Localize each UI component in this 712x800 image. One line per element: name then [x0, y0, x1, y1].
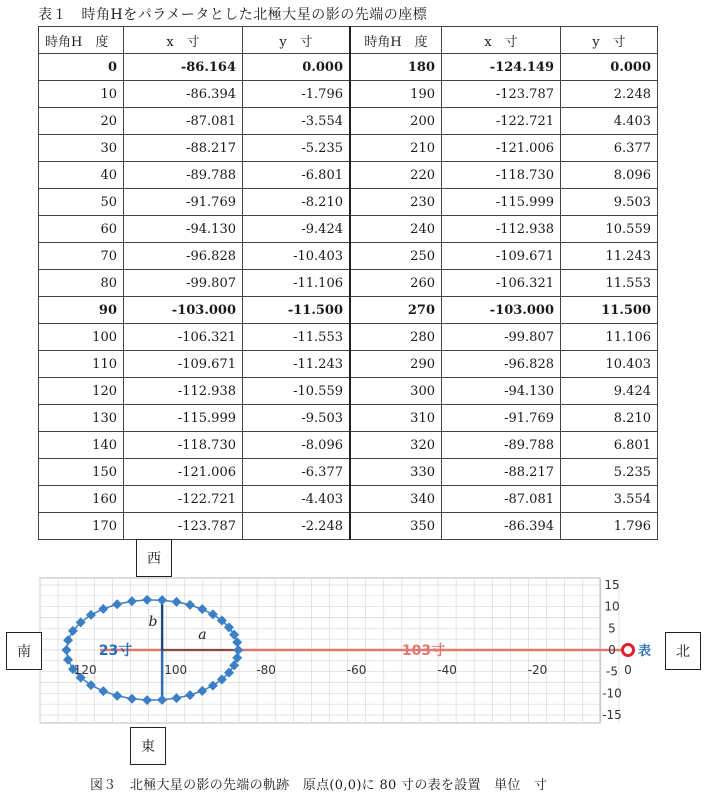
- col-header: y 寸: [243, 27, 351, 54]
- table-cell: 20: [39, 108, 124, 135]
- table-cell: -11.243: [243, 351, 351, 378]
- y-tick-label: 0: [608, 643, 616, 657]
- table-row: [39, 108, 658, 135]
- table-cell: -123.787: [442, 81, 561, 108]
- table-row: [39, 297, 658, 324]
- table-cell: 260: [350, 270, 442, 297]
- table-cell: -112.938: [442, 216, 561, 243]
- table-cell: -2.248: [243, 513, 351, 540]
- table-cell: -10.403: [243, 243, 351, 270]
- table-cell: -91.769: [442, 405, 561, 432]
- table-cell: -106.321: [124, 324, 243, 351]
- table-row: [39, 135, 658, 162]
- table-cell: 9.424: [561, 378, 658, 405]
- table-cell: 280: [350, 324, 442, 351]
- table-row: [39, 54, 658, 81]
- coordinate-table: [38, 26, 658, 540]
- table-cell: -103.000: [124, 297, 243, 324]
- label-east: 東: [130, 727, 166, 765]
- table-cell: 30: [39, 135, 124, 162]
- gnomon-marker: [623, 645, 634, 656]
- table-cell: -115.999: [442, 189, 561, 216]
- table-cell: 90: [39, 297, 124, 324]
- table-cell: -11.553: [243, 324, 351, 351]
- table-cell: 100: [39, 324, 124, 351]
- x-tick-label: -40: [437, 663, 457, 677]
- table-cell: -118.730: [124, 432, 243, 459]
- table-cell: 2.248: [561, 81, 658, 108]
- table-cell: -89.788: [442, 432, 561, 459]
- table-cell: 8.210: [561, 405, 658, 432]
- table-cell: 10.559: [561, 216, 658, 243]
- table-cell: -4.403: [243, 486, 351, 513]
- table-cell: 230: [350, 189, 442, 216]
- table-cell: 5.235: [561, 459, 658, 486]
- y-tick-label: 15: [604, 578, 620, 592]
- label-23-sun: 23寸: [98, 643, 133, 659]
- table-cell: -1.796: [243, 81, 351, 108]
- table-cell: -11.500: [243, 297, 351, 324]
- table-row: [39, 378, 658, 405]
- table-cell: 40: [39, 162, 124, 189]
- table-cell: 70: [39, 243, 124, 270]
- table-cell: 200: [350, 108, 442, 135]
- table-cell: 9.503: [561, 189, 658, 216]
- table-cell: 0.000: [243, 54, 351, 81]
- table-cell: -9.424: [243, 216, 351, 243]
- table-cell: 11.500: [561, 297, 658, 324]
- table-cell: 3.554: [561, 486, 658, 513]
- table-cell: 60: [39, 216, 124, 243]
- table-row: [39, 270, 658, 297]
- table-cell: 11.106: [561, 324, 658, 351]
- table-cell: -121.006: [124, 459, 243, 486]
- table-cell: -112.938: [124, 378, 243, 405]
- y-tick-label: -5: [606, 664, 618, 679]
- table-cell: 320: [350, 432, 442, 459]
- x-tick-label: 0: [624, 663, 632, 677]
- table-cell: 350: [350, 513, 442, 540]
- table-cell: -115.999: [124, 405, 243, 432]
- label-103-sun: 103寸: [401, 643, 446, 659]
- table-cell: -91.769: [124, 189, 243, 216]
- table-cell: 50: [39, 189, 124, 216]
- table-cell: -109.671: [442, 243, 561, 270]
- x-tick-label: -60: [346, 663, 367, 677]
- x-tick-label: -20: [527, 663, 548, 677]
- table-cell: -86.394: [124, 81, 243, 108]
- table-cell: 110: [39, 351, 124, 378]
- table-cell: 8.096: [561, 162, 658, 189]
- table-cell: -123.787: [124, 513, 243, 540]
- figure-caption: 図３ 北極大星の影の先端の軌跡 原点(0,0)に 80 寸の表を設置 単位 寸: [90, 778, 548, 793]
- label-north: 北: [665, 632, 701, 670]
- table-row: [39, 216, 658, 243]
- x-tick-label: 120: [73, 663, 97, 677]
- table-row: [39, 432, 658, 459]
- table-cell: -118.730: [442, 162, 561, 189]
- table-row: [39, 162, 658, 189]
- table-header-row: [39, 27, 658, 54]
- table-cell: -122.721: [124, 486, 243, 513]
- table-row: [39, 513, 658, 540]
- col-header: x 寸: [124, 27, 243, 54]
- table-cell: 190: [350, 81, 442, 108]
- table-cell: -106.321: [442, 270, 561, 297]
- shadow-trajectory-figure: [0, 545, 712, 775]
- table-cell: -9.503: [243, 405, 351, 432]
- label-a: a: [198, 627, 207, 644]
- col-header: x 寸: [442, 27, 561, 54]
- table-cell: -86.394: [442, 513, 561, 540]
- table-cell: 10.403: [561, 351, 658, 378]
- table-cell: -99.807: [124, 270, 243, 297]
- table-cell: -99.807: [442, 324, 561, 351]
- table-cell: 180: [350, 54, 442, 81]
- label-south: 南: [6, 632, 42, 670]
- table-cell: -11.106: [243, 270, 351, 297]
- table-cell: 10: [39, 81, 124, 108]
- table-cell: 0.000: [561, 54, 658, 81]
- table-row: [39, 189, 658, 216]
- y-tick-label: -10: [602, 686, 622, 701]
- y-tick-label: 10: [604, 599, 620, 614]
- label-gnomon: 表: [638, 644, 652, 659]
- table-cell: 290: [350, 351, 442, 378]
- table-cell: 130: [39, 405, 124, 432]
- trajectory-plot: [0, 545, 712, 775]
- table-cell: -96.828: [124, 243, 243, 270]
- table-row: [39, 324, 658, 351]
- table-cell: -103.000: [442, 297, 561, 324]
- table-cell: -94.130: [124, 216, 243, 243]
- col-header: 時角H 度: [350, 27, 442, 54]
- table-cell: 6.801: [561, 432, 658, 459]
- table-row: [39, 405, 658, 432]
- table-cell: -87.081: [124, 108, 243, 135]
- table-cell: 240: [350, 216, 442, 243]
- x-tick-label: 100: [164, 663, 188, 677]
- table-cell: 1.796: [561, 513, 658, 540]
- table-cell: 11.243: [561, 243, 658, 270]
- table-cell: 0: [39, 54, 124, 81]
- table-cell: 140: [39, 432, 124, 459]
- table-title: 表１ 時角Hをパラメータとした北極大星の影の先端の座標: [38, 7, 428, 23]
- table-cell: -6.377: [243, 459, 351, 486]
- table-cell: 220: [350, 162, 442, 189]
- table-cell: 330: [350, 459, 442, 486]
- table-row: [39, 459, 658, 486]
- table-row: [39, 486, 658, 513]
- table-cell: 160: [39, 486, 124, 513]
- y-tick-label: -15: [602, 708, 622, 722]
- table-cell: 170: [39, 513, 124, 540]
- table-row: [39, 243, 658, 270]
- table-cell: 120: [39, 378, 124, 405]
- table-cell: 250: [350, 243, 442, 270]
- col-header: 時角H 度: [39, 27, 124, 54]
- x-tick-label: -80: [256, 663, 276, 677]
- table-cell: -10.559: [243, 378, 351, 405]
- table-cell: 150: [39, 459, 124, 486]
- table-cell: -89.788: [124, 162, 243, 189]
- table-cell: -124.149: [442, 54, 561, 81]
- table-cell: 310: [350, 405, 442, 432]
- table-cell: -96.828: [442, 351, 561, 378]
- table-cell: 6.377: [561, 135, 658, 162]
- table-cell: 210: [350, 135, 442, 162]
- table-cell: -6.801: [243, 162, 351, 189]
- table-cell: 80: [39, 270, 124, 297]
- table-cell: -8.210: [243, 189, 351, 216]
- table-cell: -121.006: [442, 135, 561, 162]
- label-b: b: [148, 614, 158, 631]
- table-cell: 340: [350, 486, 442, 513]
- table-row: [39, 351, 658, 378]
- table-cell: 300: [350, 378, 442, 405]
- table-cell: -5.235: [243, 135, 351, 162]
- table-cell: -3.554: [243, 108, 351, 135]
- table-cell: -87.081: [442, 486, 561, 513]
- table-row: [39, 81, 658, 108]
- table-cell: -88.217: [124, 135, 243, 162]
- col-header: y 寸: [561, 27, 658, 54]
- y-tick-label: 5: [608, 621, 616, 636]
- table-cell: 4.403: [561, 108, 658, 135]
- table-cell: 270: [350, 297, 442, 324]
- table-cell: -109.671: [124, 351, 243, 378]
- table-cell: -86.164: [124, 54, 243, 81]
- table-cell: -88.217: [442, 459, 561, 486]
- table-cell: -8.096: [243, 432, 351, 459]
- table-cell: -122.721: [442, 108, 561, 135]
- table-cell: 11.553: [561, 270, 658, 297]
- table-cell: -94.130: [442, 378, 561, 405]
- label-west: 西: [136, 539, 172, 577]
